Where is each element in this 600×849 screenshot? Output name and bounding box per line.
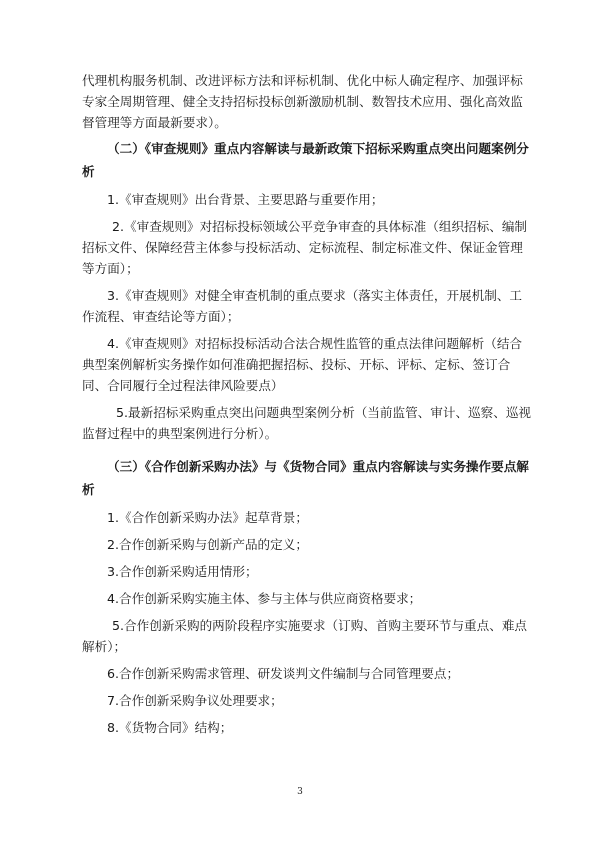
section3-item-8: 8.《货物合同》结构； [107,720,233,735]
section2-heading: （二）《审查规则》重点内容解读与最新政策下招标采购重点突出问题案例分析 [82,141,529,179]
page-number: 3 [297,787,303,797]
section2-item-5: 5.最新招标采购重点突出问题典型案例分析（当前监管、审计、巡察、巡视监督过程中的典型案例进行分析）。 [82,405,532,441]
page-content [82,70,532,738]
intro-paragraph: 代理机构服务机制、改进评标方法和评标机制、优化中标人确定程序、加强评标专家全周期管理、健全支持招标投标创新激励机制、数智技术应用、强化高效监督管理等方面最新要求）。 [82,73,523,130]
section3-item-4: 4.合作创新采购实施主体、参与主体与供应商资格要求； [107,591,422,606]
section3-item-5: 5.合作创新采购的两阶段程序实施要求（订购、首购主要环节与重点、难点解析）； [82,618,528,654]
section3-item-7: 7.合作创新采购争议处理要求； [107,693,283,708]
section2-item-3: 3.《审查规则》对健全审查机制的重点要求（落实主体责任，开展机制、工作流程、审查结论等方面）； [82,288,523,324]
section3-item-1: 1.《合作创新采购办法》起草背景； [107,510,308,525]
section3-item-2: 2.合作创新采购与创新产品的定义； [107,537,308,552]
section3-item-3: 3.合作创新采购适用情形； [107,564,258,579]
section3-heading: （三）《合作创新采购办法》与《货物合同》重点内容解读与实务操作要点解析 [82,459,529,497]
section2-item-4: 4.《审查规则》对招标投标活动合法合规性监管的重点法律问题解析（结合典型案例解析实务操作如何准确把握招标、投标、开标、评标、定标、签订合同、合同履行全过程法律风险要点） [82,336,523,393]
section2-item-1: 1.《审查规则》出台背景、主要思路与重要作用； [107,192,384,207]
section3-item-6: 6.合作创新采购需求管理、研发谈判文件编制与合同管理要点； [107,666,460,681]
section2-item-2: 2.《审查规则》对招标投标领域公平竞争审查的具体标准（组织招标、编制招标文件、保障经营主体参与投标活动、定标流程、制定标准文件、保证金管理等方面）； [82,219,528,276]
